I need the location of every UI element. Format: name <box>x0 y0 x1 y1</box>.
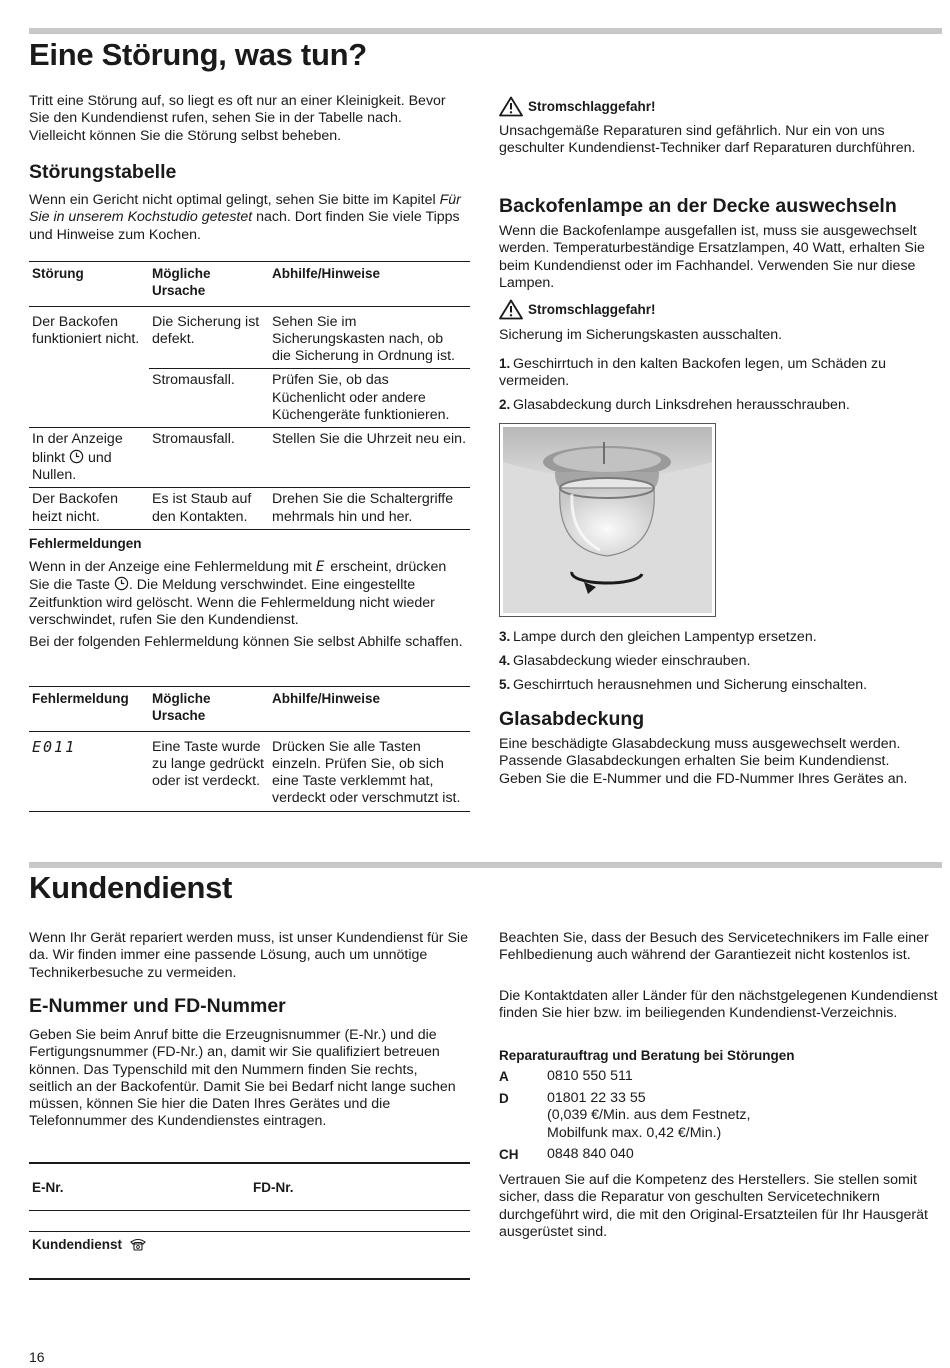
fault-cell: Der Backofen heizt nicht. <box>32 491 118 525</box>
cause-cell: Die Sicherung ist defekt. <box>149 306 269 369</box>
glass-cover-text: Eine beschädigte Glasabdeckung muss ausgewechselt werden. Passende Glasabdeckungen erhalten Sie beim Kundendienst. Geben Sie die E-Nummer und die FD-Nummer Ihres Gerätes an. <box>499 736 908 787</box>
clock-icon <box>69 449 84 464</box>
step-item: 4. Glasabdeckung wieder einschrauben. <box>499 653 751 669</box>
lamp-text: Wenn die Backofenlampe ausgefallen ist, muss sie ausgewechselt werden. Temperaturbeständige Ersatzlampen, 40 Watt, erhalten Sie beim Kundendienst oder im Fachhandel. Verwenden Sie nur diese Lampen. <box>499 223 925 291</box>
table-row <box>29 369 470 428</box>
page-number: 16 <box>29 1349 45 1365</box>
table-row <box>29 306 470 369</box>
enr-text: Geben Sie beim Anruf bitte die Erzeugnisnummer (E-Nr.) und die Fertigungsnummer (FD-Nr.) an, damit wir Sie qualifiziert betreuen können. Das Typenschild mit den Nummern finden Sie rechts, seitlich an der Backofentür. Damit Sie bei Bedarf nicht lange suchen müssen, können Sie hier die Daten Ihres Gerätes und die Telefonnummer des Kundendienstes eintragen. <box>29 1027 456 1130</box>
warning-text: Unsachgemäße Reparaturen sind gefährlich. Nur ein von uns geschulter Kundendienst-Techniker darf Reparaturen durchführen. <box>499 123 916 157</box>
error-messages-text: Wenn in der Anzeige eine Fehlermeldung mit E erscheint, drücken Sie die Taste . Die Meldung verschwindet. Eine eingestellte Zeitfunktion wird gelöscht. Wenn die Fehlermeldung nicht wieder verschwindet, rufen Sie den Kundendienst. <box>29 559 447 628</box>
table-row <box>29 428 470 488</box>
table-row <box>29 488 470 530</box>
fault-table <box>29 261 470 530</box>
fdnr-label: FD-Nr. <box>253 1180 294 1195</box>
cause-cell: Es ist Staub auf den Kontakten. <box>152 491 252 525</box>
error-table-header: Fehlermeldung <box>32 691 129 706</box>
fault-table-intro: Wenn ein Gericht nicht optimal gelingt, sehen Sie bitte im Kapitel Für Sie in unserem Kochstudio getestet nach. Dort finden Sie viele Tipps und Hinweise zum Kochen. <box>29 192 461 243</box>
error-messages-heading: Fehlermeldungen <box>29 536 142 551</box>
glass-cover-heading: Glasabdeckung <box>499 708 645 730</box>
lamp-heading: Backofenlampe an der Decke auswechseln <box>499 195 897 217</box>
fault-table-heading: Störungstabelle <box>29 161 177 183</box>
contact-row: D 01801 22 33 55 (0,039 €/Min. aus dem Festnetz, Mobilfunk max. 0,42 €/Min.) <box>499 1090 751 1141</box>
form-line <box>29 1278 470 1280</box>
closing-text: Vertrauen Sie auf die Kompetenz des Herstellers. Sie stellen somit sicher, dass die Reparatur von geschulten Servicetechnikern durchgeführt wird, die mit den Original-Ersatzteilen für Ihr Hausgerät ausgerüstet sind. <box>499 1172 928 1240</box>
form-line <box>29 1210 470 1211</box>
service-phone-label: Kundendienst <box>32 1237 147 1252</box>
form-line <box>29 1162 470 1164</box>
intro-text: Tritt eine Störung auf, so liegt es oft nur an einer Kleinigkeit. Bevor Sie den Kundendienst rufen, sehen Sie in der Tabelle nach. Vielleicht können Sie die Störung selbst beheben. <box>29 93 446 144</box>
remedy-cell: Sehen Sie im Sicherungskasten nach, ob die Sicherung in Ordnung ist. <box>269 306 470 369</box>
lamp-cover-image <box>500 424 715 616</box>
step-item: 3. Lampe durch den gleichen Lampentyp ersetzen. <box>499 629 817 645</box>
error-table-header: Mögliche Ursache <box>152 691 211 724</box>
step-item: 1. Geschirrtuch in den kalten Backofen legen, um Schäden zu vermeiden. <box>499 356 887 390</box>
fault-table-header: Abhilfe/Hinweise <box>272 266 381 281</box>
lamp-illustration <box>499 423 716 617</box>
service-title: Kundendienst <box>29 870 233 905</box>
repair-heading: Reparaturauftrag und Beratung bei Störungen <box>499 1048 795 1063</box>
error-table-header: Abhilfe/Hinweise <box>272 691 381 706</box>
step-item: 5. Geschirrtuch herausnehmen und Sicherung einschalten. <box>499 677 868 693</box>
remedy-cell: Stellen Sie die Uhrzeit neu ein. <box>272 431 467 448</box>
enr-heading: E-Nummer und FD-Nummer <box>29 995 286 1017</box>
fault-cell: In der Anzeige blinkt und Nullen. <box>32 431 123 483</box>
error-table <box>29 686 470 812</box>
remedy-cell: Drücken Sie alle Tasten einzeln. Prüfen Sie, ob sich eine Taste verklemmt hat, verdeckt oder verschmutzt ist. <box>272 738 461 807</box>
error-symbol: E <box>315 559 327 575</box>
warning-triangle-icon <box>499 96 523 117</box>
fault-table-header: Störung <box>32 266 84 281</box>
contact-row: A 0810 550 511 <box>499 1068 633 1084</box>
contact-row: CH 0848 840 040 <box>499 1146 634 1162</box>
remedy-cell: Drehen Sie die Schaltergriffe mehrmals hin und her. <box>272 491 454 525</box>
form-line <box>29 1231 470 1232</box>
service-intro: Wenn Ihr Gerät repariert werden muss, ist unser Kundendienst für Sie da. Wir finden immer eine passende Lösung, auch um unnötige Technikerbesuche zu vermeiden. <box>29 930 468 981</box>
page-title: Eine Störung, was tun? <box>29 37 367 72</box>
step-item: 2. Glasabdeckung durch Linksdrehen herausschrauben. <box>499 397 850 413</box>
phone-icon <box>129 1237 147 1251</box>
section-rule-top <box>29 28 942 34</box>
warning-electric-shock: Stromschlaggefahr! <box>499 299 656 320</box>
cause-cell: Stromausfall. <box>152 372 235 389</box>
cause-cell: Eine Taste wurde zu lange gedrückt oder ist verdeckt. <box>152 738 264 790</box>
fault-table-header: Mögliche Ursache <box>152 266 211 299</box>
table-row <box>29 731 470 811</box>
error-code-cell: E011 <box>32 737 77 756</box>
section-rule-service <box>29 862 942 868</box>
service-cost-note: Beachten Sie, dass der Besuch des Servicetechnikers im Falle einer Fehlbedienung auch während der Garantiezeit nicht kostenlos ist. <box>499 930 929 964</box>
fault-cell <box>29 369 149 428</box>
warning-electric-shock: Stromschlaggefahr! <box>499 96 656 117</box>
fault-cell: Der Backofen funktioniert nicht. <box>32 313 140 347</box>
cause-cell: Stromausfall. <box>152 431 235 448</box>
remedy-cell: Prüfen Sie, ob das Küchenlicht oder andere Küchengeräte funktionieren. <box>272 372 450 424</box>
warning-text: Sicherung im Sicherungskasten ausschalten. <box>499 327 783 343</box>
clock-icon <box>114 576 129 591</box>
warning-triangle-icon <box>499 299 523 320</box>
enr-label: E-Nr. <box>32 1180 64 1195</box>
error-messages-text-b: Bei der folgenden Fehlermeldung können Sie selbst Abhilfe schaffen. <box>29 634 463 650</box>
service-contact-note: Die Kontaktdaten aller Länder für den nächstgelegenen Kundendienst finden Sie hier bzw. im beiliegenden Kundendienst-Verzeichnis. <box>499 988 938 1022</box>
